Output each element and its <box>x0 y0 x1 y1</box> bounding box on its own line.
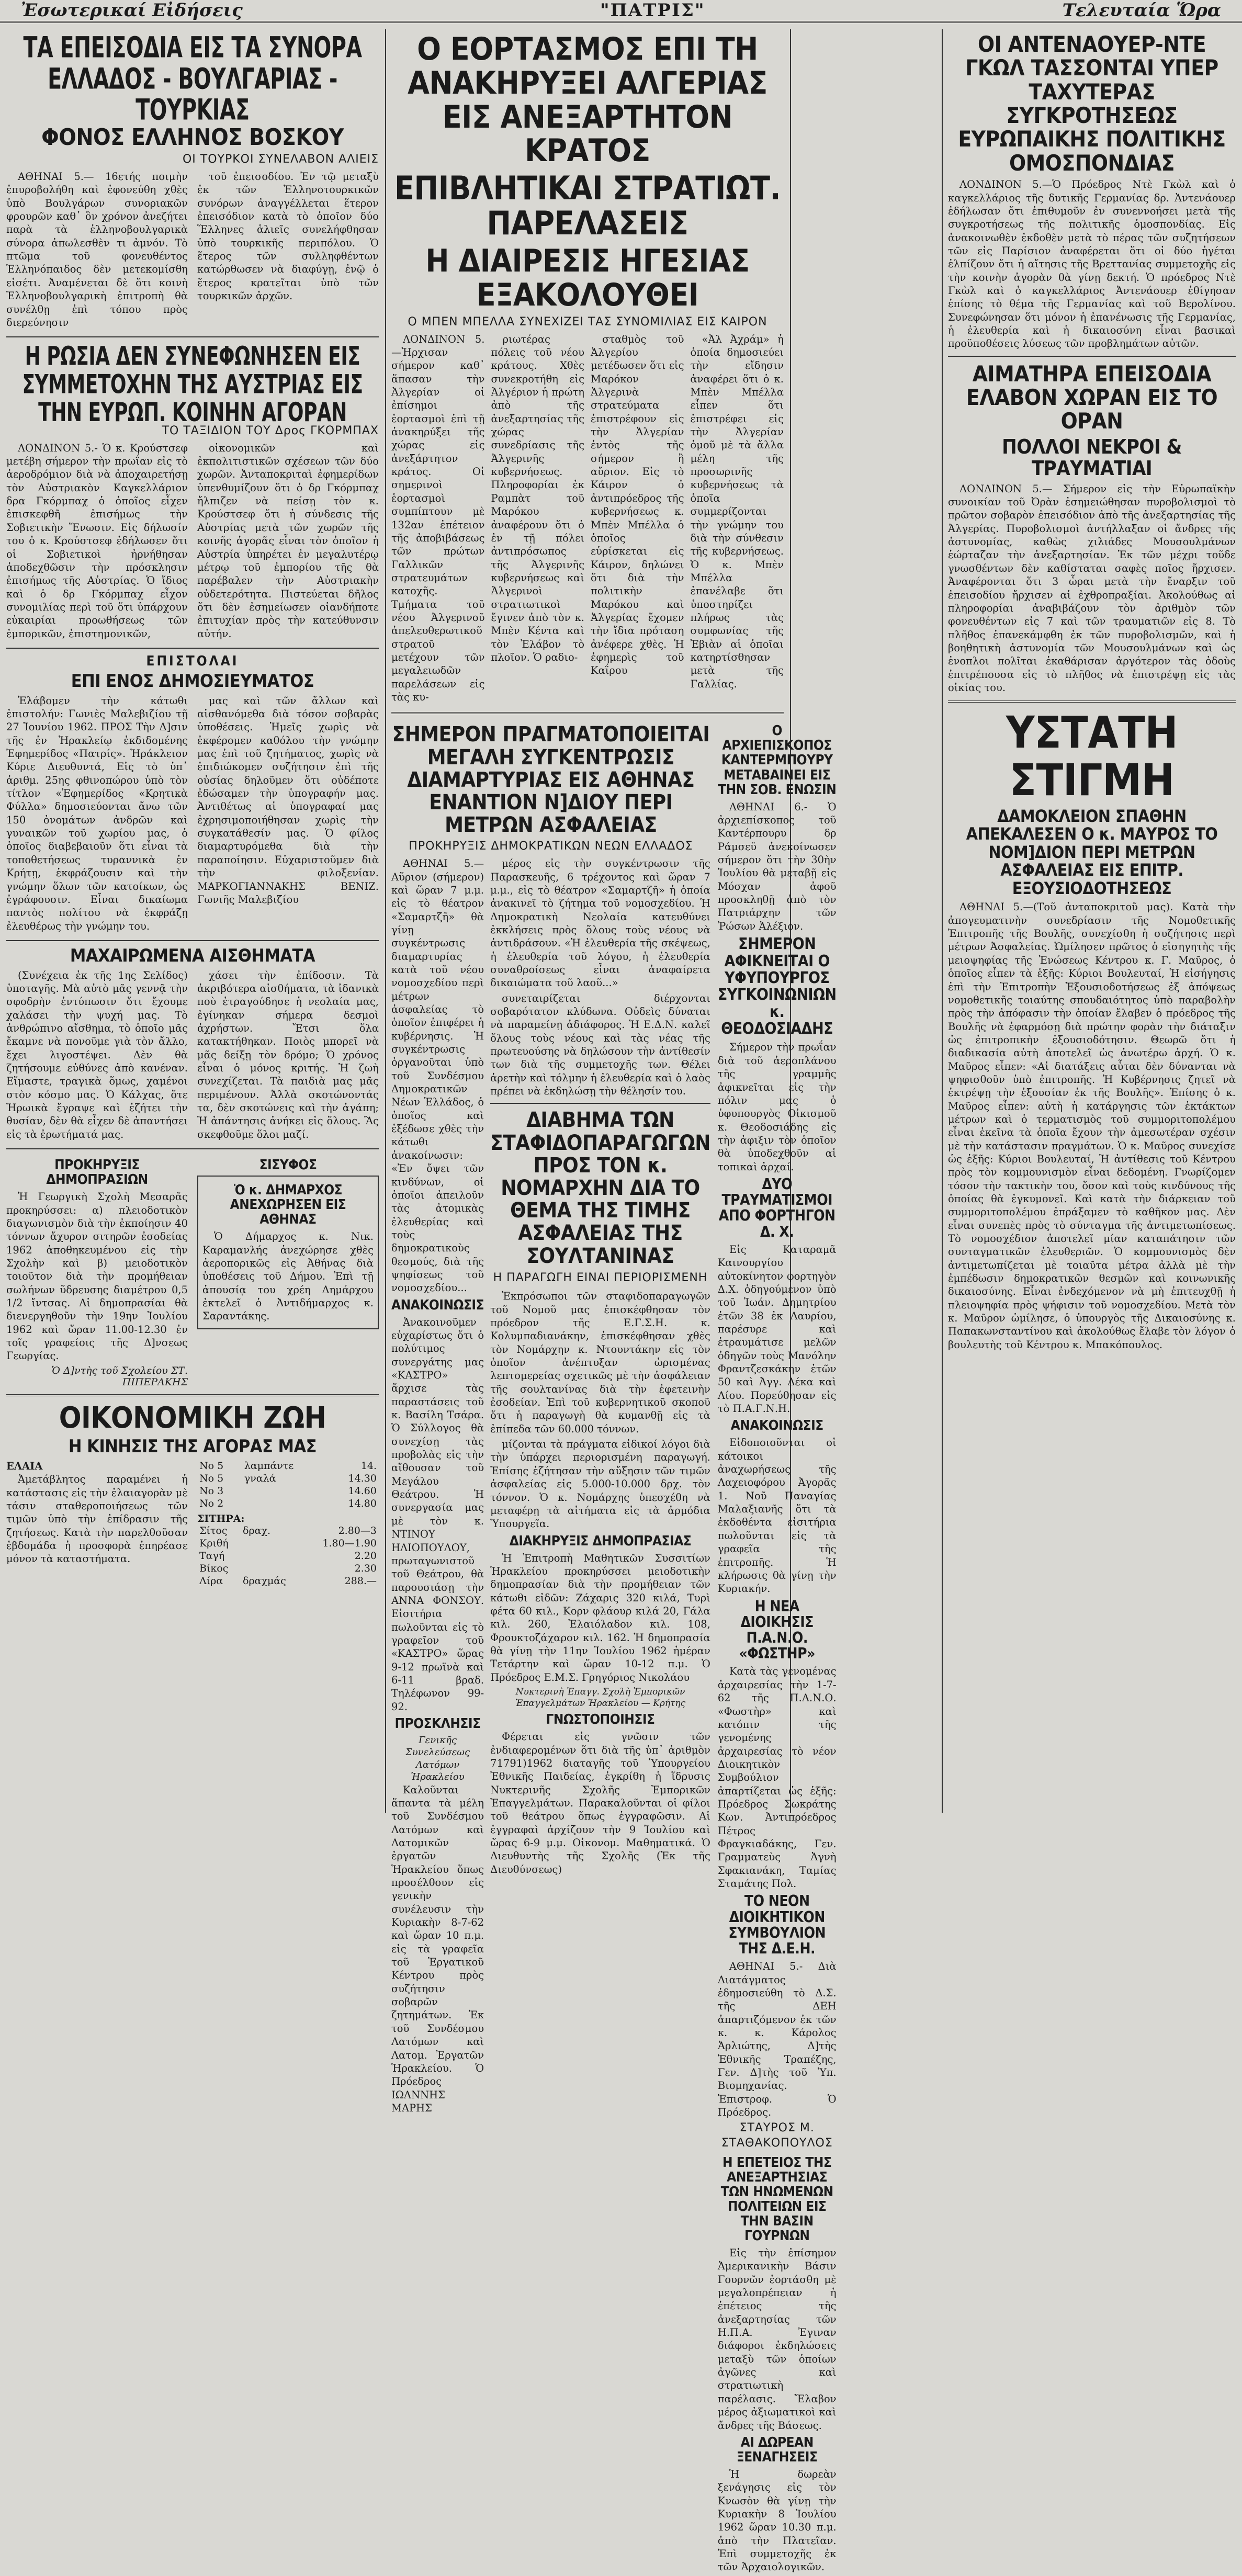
price-item: Νο 2 <box>199 1497 224 1509</box>
article-text: Εἰς τὴν ἐπίσημον Ἀμερικανικὴν Βάσιν Γουρνῶν ἑορτάσθη μὲ μεγαλοπρέπειαν ἡ ἐπέτειος τῆς ἀνεξαρτησίας τῶν Η.Π.Α. Ἐγιναν διάφοροι ἐκδηλώσεις μεταξὺ τῶν ὁποίων ἀγῶνες καὶ στρατιωτικὴ παρέλασις. Ἔλαβον μέρος ἀξιωματικοὶ καὶ ἄνδρες τῆς Βάσεως. <box>717 2247 837 2432</box>
page-header <box>0 0 1242 23</box>
article-text: Ἐλάβομεν τὴν κάτωθι ἐπιστολήν: Γωνιὲς Μαλεβιζίου τῇ 27 Ἰουνίου 1962. ΠΡΟΣ Τὴν Δ]σιν τῆς ἐν Ἡρακλείῳ ἐκδιδομένης Ἐφημερίδος «Πατρίς». Ἡράκλειον Κύριε Διευθυντά, Εἰς τὸ ὑπ᾽ ἀριθμ. 25ης φθινοπώρου ὑπὸ τὸν τίτλον «Ἐφημερίδος «Κρητικὰ Φύλλα» δημοσιεύονται ἄνω τῶν 150 ὀνομάτων ἀνδρῶν καὶ γυναικῶν τοῦ χωρίου μας, ὁ ὁποῖος διαβεβαιοῦν ὅτι εἶναι τὰ τοποθετήσεως τυραννικὰ ἐν Κρήτῃ, ἐκφράζουσιν καὶ τὴν γνώμην ὅλων τῶν κατοίκων, ὡς ἐγράφουσιν. Εἶναι δικαίωμα παντὸς πολίτου νὰ ἐκφράζῃ ἐλευθέρως τὴν γνώμην του. <box>6 694 188 932</box>
lower-left <box>391 720 710 2575</box>
price-unit: λαμπάντε <box>244 1460 294 1472</box>
price-item: Νο 5 <box>199 1472 224 1484</box>
article-text: Ἡ δωρεὰν ξενάγησις εἰς τὸν Κνωσὸν θὰ γίνῃ τὴν Κυριακὴν 8 Ἰουλίου 1962 ὥραν 10.30 π.μ. ἀπὸ τὴν Πλατεῖαν. Ἐπὶ συμμετοχῆς ἐκ τῶν Ἀρχαιολογικῶν. <box>717 2468 837 2573</box>
lower-layout <box>391 720 837 2575</box>
article-text: Ἡ Γεωργικὴ Σχολὴ Μεσαρᾶς προκηρύσσει: α) πλειοδοτικὸν διαγωνισμὸν διὰ τὴν ἐκποίησιν 40 τόννων ἄχυρον σιτηρῶν ἐσοδείας 1962 ἀποθηκευμένου εἰς τὴν Σχολὴν καὶ β) μειοδοτικὸν τοιοῦτον διὰ τὴν προμήθειαν σωλήνων ὕδρευσης διαμέτρου 0,5 1/2 ἴντσας. Αἱ δημοπρασίαι θὰ διενεργηθοῦν τὴν 19ην Ἰουλίου 1962 καὶ ὥραν 11.00-12.30 ἐν τοῖς γραφείοις τῆς Δ]νσεως Γεωργίας. <box>6 1191 188 1362</box>
article-text: ΛΟΝΔΙΝΟΝ 5.—Ἠρχισαν σήμερον καθ᾽ ἅπασαν τὴν Ἀλγερίαν οἱ ἐπίσημοι ἑορτασμοὶ ἐπὶ τῇ ἀνακηρύξει τῆς χώρας εἰς ἀνεξάρτητον κράτος. Οἱ σημερινοὶ ἑορτασμοὶ συμπίπτουν μὲ 132αν ἐπέτειον τῆς ἀποβιβάσεως τῶν πρώτων Γαλλικῶν στρατευμάτων κατοχῆς. Τμήματα τοῦ νέου Ἀλγερινοῦ ἀπελευθερωτικοῦ στρατοῦ μετέχουν τῶν μεγαλειωδῶν παρελάσεων εἰς τὰς κυ- <box>391 333 485 703</box>
headline-raisin-producers: ΔΙΑΒΗΜΑ ΤΩΝ ΣΤΑΦΙΔΟΠΑΡΑΓΩΓΩΝ ΠΡΟΣ ΤΟΝ κ. ΝΟΜΑΡΧΗΝ ΔΙΑ ΤΟ ΘΕΜΑ ΤΗΣ ΤΙΜΗΣ ΑΣΦΑΛΕΙΑΣ ΤΗΣ ΣΟΥΛΤΑΝΙΝΑΣ <box>490 1108 710 1268</box>
headline-mavros-bill: ΔΑΜΟΚΛΕΙΟΝ ΣΠΑΘΗΝ ΑΠΕΚΑΛΕΣΕΝ Ο κ. ΜΑΥΡΟΣ ΤΟ ΝΟΜ]ΔΙΟΝ ΠΕΡΙ ΜΕΤΡΩΝ ΑΣΦΑΛΕΙΑΣ ΕΙΣ ΕΠΙΤΡ. ΕΞΟΥΣΙΟΔΟΤΗΣΕΩΣ <box>966 806 1218 898</box>
subheadline-ben-bella: Ο ΜΠΕΝ ΜΠΕΛΛΑ ΣΥΝΕΧΙΖΕΙ ΤΑΣ ΣΥΝΟΜΙΛΙΑΣ ΕΙΣ ΚΑΙΡΟΝ <box>408 315 767 329</box>
notices-row <box>6 1155 379 1388</box>
headline-auction-notice: ΠΡΟΚΗΡΥΞΙΣ ΔΗΜΟΠΡΑΣΙΩΝ <box>46 1157 148 1188</box>
price-unit <box>241 1537 302 1550</box>
headline-deh-board: ΤΟ ΝΕΟΝ ΔΙΟΙΚΗΤΙΚΟΝ ΣΥΜΒΟΥΛΙΟΝ ΤΗΣ Δ.Ε.Η. <box>728 1892 826 1958</box>
price-unit: δραχ. <box>243 1524 270 1536</box>
grain-price-table <box>197 1524 379 1587</box>
column-divider <box>942 29 943 1813</box>
section-letters: ΕΠΙΣΤΟΛΑΙ <box>146 653 239 669</box>
article-text: Εἰδοποιοῦνται οἱ κάτοικοι ἀναχωρήσεως τῆς Λαχειοφόρου Ἀγορᾶς 1. Νοῦ Παναγίας Μαλαξιανῆς ὅτι τὰ ἐκδοθέντα εἰσιτήρια πωλοῦνται εἰς τὰ γραφεῖα τῆς ἐπιτροπῆς. Ἡ κλήρωσις θὰ γίνῃ τὴν Κυριακήν. <box>717 1437 837 1595</box>
price-unit <box>241 1550 302 1562</box>
headline-fostir-board: Η ΝΕΑ ΔΙΟΙΚΗΣΙΣ Π.Α.Ν.Ο. «ΦΩΣΤΗΡ» <box>739 1597 815 1663</box>
article-text: Φέρεται εἰς γνῶσιν τῶν ἐνδιαφερομένων ὅτι διὰ τῆς ὑπ᾽ ἀριθμὸν 71791)1962 διαταγῆς τοῦ Ὑπουργείου Ἐθνικῆς Παιδείας, ἐγκρίθη ἡ ἵδρυσις Νυκτερινῆς Σχολῆς Ἐμπορικῶν Ἐπαγγελμάτων. Παρακαλοῦνται οἱ φίλοι τοῦ θεάτρου ὅπως ἐγγραφῶσιν. Αἱ ἐγγραφαὶ ἀρχίζουν τὴν 9 Ἰουλίου καὶ ὥρας 6-9 μ.μ. Οἰκονομ. Μαθηματικά. Ὁ Διευθυντὴς τῆς Σχολῆς (Ἐκ τῆς Διευθύνσεως) <box>490 1731 710 1875</box>
article-russia-austria <box>6 442 379 642</box>
article-text: ΑΘΗΝΑΙ 5.—Αὔριον (σήμερον) καὶ ὥραν 7 μ.μ. εἰς τὸ θέατρον «Σαμαρτζῆ» θὰ γίνῃ συγκέντρωσις διαμαρτυρίας κατὰ τοῦ νέου νομοσχεδίου περὶ μέτρων ἀσφαλείας τὸ ὁποῖον ἐπιφέρει ἡ κυβέρνησις. Ἡ συγκέντρωσις ὀργανοῦται ὑπὸ τοῦ Συνδέσμου Δημοκρατικῶν Νέων Ἑλλάδος, ὁ ὁποῖος καὶ ἐξέδωσε χθὲς τὴν κάτωθι ἀνακοίνωσιν: «Ἐν ὄψει τῶν κινδύνων, οἱ ὁποῖοι ἀπειλοῦν τὰς ἀτομικὰς ἐλευθερίας καὶ τοὺς δημοκρατικοὺς θεσμούς, διὰ τῆς ψηφίσεως τοῦ νομοσχεδίου... <box>391 857 484 1294</box>
column-4 <box>948 29 1236 1813</box>
headline-tender: ΔΙΑΚΗΡΥΞΙΣ ΔΗΜΟΠΡΑΣΙΑΣ <box>509 1533 692 1549</box>
headline-military-parades: ΕΠΙΒΛΗΤΙΚΑΙ ΣΤΡΑΤΙΩΤ. ΠΑΡΕΛΑΣΕΙΣ <box>394 169 781 243</box>
headline-market-movement: Η ΚΙΝΗΣΙΣ ΤΗΣ ΑΓΟΡΑΣ ΜΑΣ <box>68 1436 317 1458</box>
headline-dead-injured: ΠΟΛΛΟΙ ΝΕΚΡΟΙ & ΤΡΑΥΜΑΤΙΑΙ <box>1002 435 1182 480</box>
price-unit <box>242 1497 327 1510</box>
price-unit <box>242 1485 327 1497</box>
article-text: (Συνέχεια ἐκ τῆς 1ης Σελίδος) ὑποταγῆς. Μὰ αὐτὸ μᾶς γεννᾷ τὴν σφοδρὴν ἐντύπωσιν ὅτι ἔχουμε χαλάσει τὴν ψυχή μας. Τὸ ἀνθρώπινο αἴσθημα, τὸ ὁποῖο μᾶς ἔκαμνε νὰ πονοῦμε γιὰ τὸν ἄλλο, ἔχει λιγοστέψει. Δὲν θὰ ζητήσουμε εὐθύνες ἀπὸ κανέναν. Εἴμαστε, τραγικὰ ὅμως, χαμένοι στὸν κόσμο μας. Ὁ Κάλχας, ὅτε Ἡρωικὰ ἔγραψε καὶ ἐζήτει τὴν θυσίαν, δὲν θὰ εἶχεν δὲ ἀπαντήσει εἰς τὰ ἐρωτήματά μας. <box>6 969 188 1140</box>
headline-mayor-departed: Ὁ κ. ΔΗΜΑΡΧΟΣ ΑΝΕΧΩΡΗΣΕΝ ΕΙΣ ΑΘΗΝΑΣ <box>230 1182 346 1228</box>
price-item: Νο 5 <box>199 1460 224 1472</box>
market-report <box>6 1460 379 1587</box>
subheadline-turks-arrest: ΟΙ ΤΟΥΡΚΟΙ ΣΥΝΕΛΑΒΟΝ ΑΛΙΕΙΣ <box>182 153 379 166</box>
headline-oran-clashes: ΑΙΜΑΤΗΡΑ ΕΠΕΙΣΟΔΙΑ ΕΛΑΒΟΝ ΧΩΡΑΝ ΕΙΣ ΤΟ ΟΡΑΝ <box>966 360 1218 434</box>
headline-archbishop: Ο ΑΡΧΙΕΠΙΣΚΟΠΟΣ ΚΑΝΤΕΡΜΠΟΥΡΥ ΜΕΤΑΒΑΙΝΕΙ ΕΙΣ ΤΗΝ ΣΟΒ. ΕΝΩΣΙΝ <box>718 723 837 798</box>
article-text: Ἐκπρόσωποι τῶν σταφιδοπαραγωγῶν τοῦ Νομοῦ μας ἐπισκέφθησαν τὸν πρόεδρον τῆς Ε.Γ.Σ.Η. κ. Κολυμπαδιανάκην, ἐπισκέφθησαν χθὲς τὸν Νομάρχην κ. Ντουντάκην εἰς τὸν ὁποῖον ἀνέπτυξαν ὡρισμένας λεπτομερείας σχετικῶς μὲ τὴν ἀσφάλειαν τῆς σουλτανίνας διὰ τὴν ἐφετεινὴν ἐσοδείαν. Ἐπὶ τοῦ κυβερνητικοῦ σκοποῦ ὅτι ἡ παραγωγὴ θὰ κυμανθῇ εἰς τὰ ἐπίπεδα τῶν 60.000 τόννων. <box>490 1290 710 1435</box>
price-value: 2.80—3 <box>338 1524 377 1536</box>
grain-price-row <box>197 1550 379 1562</box>
article-letter <box>6 694 379 935</box>
article-text: Σήμερον τὴν πρωΐαν διὰ τοῦ ἀεροπλάνου τῆς γραμμῆς ἀφικνεῖται εἰς τὴν πόλιν μας ὁ ὑφυπουργὸς Οἰκισμοῦ κ. Θεοδοσιάδης εἰς τὴν ἀφιξιν τὸν ὁποῖον θὰ ὑποδεχθοῦν αἱ τοπικαὶ ἀρχαί. <box>717 1041 837 1173</box>
column-2-3 <box>391 29 837 2573</box>
column-1 <box>6 29 379 1813</box>
headline-last-minute: ΥΣΤΑΤΗ ΣΤΙΓΜΗ <box>1006 707 1178 806</box>
grain-price-row <box>197 1575 379 1587</box>
article-text: ΛΟΝΔΙΝΟΝ 5.—Ὁ Πρόεδρος Ντὲ Γκὼλ καὶ ὁ καγκελλάριος τῆς δυτικῆς Γερμανίας δρ. Ἀντενάουερ ἐδήλωσαν ὅτι ἐπιθυμοῦν ἐν συνεννοήσει μετὰ τῆς συγκροτήσεως τῆς πολιτικῆς ὁμοσπονδίας. Εἰς ἀνακοινωθὲν ἐκδοθὲν μετὰ τὸ πέρας τῶν συζητήσεων τῶν εἰς Παρίσιον ἀναφέρεται ὅτι οἱ δύο ἡγέται ἐλπίζουν ὅτι ἡ αἴτησις τῆς Βρεττανίας συμμετοχῆς εἰς τὴν κοινὴν ἀγορὰν θὰ γίνῃ δεκτή. Ὁ πρόεδρος Ντὲ Γκὼλ καὶ ὁ καγκελλάριος Ἀντενάουερ ἐθίγησαν ἐπίσης τὸ θέμα τῆς Γερμανίας καὶ τοῦ Βερολίνου. Συνεφώνησαν ὅτι μόνον ἡ ἐπανένωσις τῆς Γερμανίας, ἡ ἐλευθερία καὶ ἡ δικαιοσύνη εἶναι βασικαὶ προϋποθέσεις λύσεως τῶν προβλημάτων αὐτῶν. <box>948 178 1236 350</box>
article-text: Ἡ Ἐπιτροπὴ Μαθητικῶν Συσσιτίων Ἡρακλείου προκηρύσσει μειοδοτικὴν δημοπρασίαν διὰ τὴν προμήθειαν τῶν κάτωθι εἰδῶν: Ζάχαρις 320 κιλά, Τυρὶ φέτα 60 κιλ., Κορν φλάουρ κιλά 20, Γάλα κιλ. 260, Ἐλαιόλαδον κιλ. 108, Φρουκτοζάχαρον κιλ. 162. Ἡ δημοπρασία θὰ γίνῃ τὴν 11ην Ἰουλίου 1962 ἡμέραν Τετάρτην καὶ ὥραν 10-12 π.μ. Ὁ Πρόεδρος Ε.Μ.Σ. Γρηγόριος Νικολάου <box>490 1552 710 1684</box>
headline-border-incidents: ΤΑ ΕΠΕΙΣΟΔΙΑ ΕΙΣ ΤΑ ΣΥΝΟΡΑ ΕΛΛΑΔΟΣ - ΒΟΥΛΓΑΡΙΑΣ - ΤΟΥΡΚΙΑΣ <box>23 31 362 127</box>
article-text: Ἀνακοινοῦμεν εὐχαρίστως ὅτι ὁ πολύτιμος συνεργάτης μας «ΚΑΣΤΡΟ» ἄρχισε τὰς παραστάσεις τοῦ κ. Βασίλη Τσάρα. Ὁ Σύλλογος θὰ συνεχίσῃ τὰς προβολὰς εἰς τὴν αἴθουσαν τοῦ Μεγάλου Θεάτρου. Ἡ συνεργασία μας μὲ τὸν κ. ΝΤΙΝΟΥ ΗΛΙΟΠΟΥΛΟΥ, πρωταγωνιστοῦ τοῦ Θεάτρου, θὰ παρουσιάσῃ τὴν ΑΝΝΑ ΦΟΝΣΟΥ. Εἰσιτήρια πωλοῦνται εἰς τὸ γραφεῖον τοῦ «ΚΑΣΤΡΟ» ὥρας 9-12 πρωϊνὰ καὶ 6-11 βραδ. Τηλέφωνον 99-92. <box>391 1316 484 1713</box>
article-text: σταθμὸς τοῦ Ἀλγερίου μετέδωσεν ὅτι εἰς Μαρόκον Ἀλγερινὰ στρατεύματα ἐπιστρέφουν εἰς τὴν Ἀλγερίαν ἐντὸς τῆς σήμερον ἢ αὔριον. Εἰς τὸ Κάιρον ὁ ἀντιπρόεδρος τῆς κυβερνήσεως κ. Μπὲν Μπέλλα ὁ ὁποῖος εὑρίσκεται εἰς Κάιρον, δηλώνει ὅτι διὰ τὴν πολιτικὴν Μαρόκου καὶ Ἀλγερίας ἔχομεν τὴν ἴδια πρόταση ἀνέφερε χθὲς. Ἡ ἐφημερὶς τοῦ Καΐρου <box>591 333 684 677</box>
invitation-subtitle: Γενικῆς Συνελεύσεως Λατόμων Ἡρακλείου <box>405 1735 470 1783</box>
article-text: ΑΘΗΝΑΙ 5.—(Τοῦ ἀνταποκριτοῦ μας). Κατὰ τὴν ἀπογευματινὴν συνεδρίασιν τῆς Νομοθετικῆς Ἐπιτροπῆς τῆς Βουλῆς, συνεχίσθη ἡ συζήτησις περὶ μέτρων Ἀσφαλείας. Ὡμίλησεν πρῶτος ὁ εἰσηγητὴς τῆς μειοψηφίας τῆς Ἑνώσεως Κέντρου κ. Γ. Μαῦρος, ὁ ὁποῖος εἶπεν τὰ ἑξῆς: Κύριοι Βουλευταί, Ἡ εἰσήγησις ἐπὶ τὴν Ἐπιτροπὴν Ἐξουσιοδοτήσεως ἐξ ἀπόψεως νομοθετικῆς τοιαύτης σπουδαιότητος ὑπὸ παραβολὴν πρὸς τὴν ἀπόφασιν τὴν ὁποίαν ἔλαβεν ὁ πρόεδρος τῆς Βουλῆς νὰ ἐφαρμόσῃ διὰ πρώτην φορὰν τὴν διάταξιν ὡς ἐπιτροπικὴν ἐξουσιοδότησιν. Θεωρῶ ὅτι ἡ διαδικασία αὐτὴ ἀποτελεῖ ὡς ἀνωτέρω ἀρχή. Ὁ κ. Μαῦρος εἶπεν: «Αἱ διατάξεις αὗται δὲν δύνανται νὰ ψηφισθοῦν ὑπὸ ἐπιτροπῆς. Ἡ Κυβέρνησις ζητεῖ νὰ ἐκτρέψῃ τὴν ἐξουσίαν ἐκ τῆς Βουλῆς». Ἐπίσης ὁ κ. Μαῦρος εἶπεν: αὐτὴ ἡ κατάργησις τῶν ἐκτάκτων μέτρων καὶ ὁ τερματισμὸς τοῦ συμμοριτοπολέμου εἶναι ἐκεῖνα τὰ ὁποῖα ἔχουν τὴν ἀμεσωτέραν σχέσιν μὲ τὴν κατάστασιν πραγμάτων. Ὁ κ. Μαῦρος συνεχίσε ὡς ἑξῆς: Κύριοι Βουλευταί, Ἡ ἀντίθεσις τοῦ Κέντρου πρὸς τὸν κομμουνισμὸν εἶναι δεδομένη. Γνωρίζομεν τόσον τὴν τακτικὴν του, ὅσον καὶ τοὺς κινδύνους τῆς ὁποίας θὰ ἐγκυμονεῖ. Καὶ κατὰ τὴν διάρκειαν τοῦ συμμοριτοπολέμου ἐπράξαμεν τὸ καθῆκον μας. Δὲν εἶναι συνεπὲς πρὸς τὸ σύνταγμα τῆς ἀντιμετωπίσεως. Τὸ νομοσχέδιον ἀποτελεῖ μίαν καταπάτησιν τῶν συνταγματικῶν ἐλευθεριῶν. Ὁ κομμουνισμὸς δὲν ἀντιμετωπίζεται μὲ τοιαῦτα μέτρα ἀλλὰ μὲ τὴν ἐμπέδωσιν δημοκρατικῶν θεσμῶν καὶ κοινωνικῆς δικαιοσύνης. Εἶναι ἐνδεχόμενον νὰ μὴ ἐπιτευχθῇ ἡ πλειοψηφία πρὸς ψήφισιν τοῦ νομοσχεδίου. Μετὰ τὸν κ. Μαῦρον ὡμίλησε, ὁ ὑπουργὸς τῆς Δικαιοσύνης κ. Παπακωνσταντίνου καὶ ἀκολούθως ἔλαβε τὸν λόγον ὁ βουλευτὴς τοῦ Κέντρου κ. Μπακόπουλος. <box>948 901 1236 1351</box>
price-unit <box>241 1562 302 1575</box>
headline-deputy-minister: ΣΗΜΕΡΟΝ ΑΦΙΚΝΕΙΤΑΙ Ο ΥΦΥΠΟΥΡΓΟΣ ΣΥΓΚΟΙΝΩΝΙΩΝ κ. ΘΕΟΔΟΣΙΑΔΗΣ <box>717 935 837 1038</box>
article-text: ριωτέρας πόλεις τοῦ νέου κράτους. Χθὲς συνεκροτήθη εἰς Ἀλγέριον ἡ πρώτη ἀπὸ τῆς ἀνεξαρτησίας τῆς χώρας συνεδρίασις τῆς Ἀλγερινῆς κυβερνήσεως. Πληροφορίαι ἐκ Ραμπὰτ τοῦ Μαρόκου ἀναφέρουν ὅτι ὁ ἐν τῇ πόλει ἀντιπρόσωπος τῆς Ἀλγερινῆς κυβερνήσεως καὶ Ἀλγερινοὶ στρατιωτικοὶ ἔγινεν ἀπὸ τὸν κ. Μπὲν Κέντα καὶ τὸν Ἐλάβον τὸ πλοῖον. Ὁ ραδιο- <box>491 333 584 663</box>
article-text: Καλοῦνται ἅπαντα τὰ μέλη τοῦ Συνδέσμου Λατόμων καὶ Λατομικῶν ἐργατῶν Ἡρακλείου ὅπως προσέλθουν εἰς γενικὴν συνέλευσιν τὴν Κυριακὴν 8-7-62 καὶ ὥραν 10 π.μ. εἰς τὰ γραφεῖα τοῦ Ἐργατικοῦ Κέντρου πρὸς συζήτησιν σοβαρῶν ζητημάτων. Ἐκ τοῦ Συνδέσμου Λατόμων καὶ Λατομ. Ἐργατῶν Ἡρακλείου. Ὁ Πρόεδρος ΙΩΑΝΝΗΣ ΜΑΡΗΣ <box>391 1783 484 2114</box>
header-section-right: Τελευταία Ὥρα <box>1062 0 1221 21</box>
notification-subtitle: Νυκτερινὴ Ἐπαγγ. Σχολὴ Ἐμπορικῶν Ἐπαγγελμάτων Ἡρακλείου — Κρήτης <box>515 1687 686 1709</box>
headline-athens-rally: ΣΗΜΕΡΟΝ ΠΡΑΓΜΑΤΟΠΟΙΕΙΤΑΙ ΜΕΓΑΛΗ ΣΥΓΚΕΝΤΡΩΣΙΣ ΔΙΑΜΑΡΤΥΡΙΑΣ ΕΙΣ ΑΘΗΝΑΣ ΕΝΑΝΤΙΟΝ Ν]ΔΙΟΥ ΠΕΡΙ ΜΕΤΡΩΝ ΑΣΦΑΛΕΙΑΣ <box>392 722 710 838</box>
grain-price-row <box>197 1524 379 1537</box>
price-value: 14.30 <box>348 1472 377 1484</box>
oil-price-row <box>197 1460 379 1472</box>
article-text: τοῦ ἐπεισοδίου. Ἐν τῷ μεταξὺ ἐκ τῶν Ἑλληνοτουρκικῶν συνόρων ἀναγγέλλεται ἕτερον ἐπεισόδιον κατὰ τὸ ὁποῖον δύο Ἕλληνες ἁλιεῖς συνελήφθησαν ὑπὸ τουρκικῆς περιπόλου. Ὁ ἕτερος τῶν συλληφθέντων κατώρθωσεν νὰ διαφύγῃ, ἐνῷ ὁ ἕτερος κρατεῖται ὑπὸ τῶν τουρκικῶν ἀρχῶν. <box>197 171 379 302</box>
price-item: Λίρα <box>199 1575 223 1587</box>
article-text: «Ἀλ Ἀχράμ» ἡ ὁποία δημοσιεύει τὴν εἴδησιν ἀναφέρει ὅτι ὁ κ. Μπὲν Μπέλλα εἶπεν ὅτι ἐπιστρέφει εἰς τὴν Ἀλγερίαν ὁμοῦ μὲ τὰ ἄλλα μέλη τῆς προσωρινῆς κυβερνήσεως τὰ ὁποῖα συμμερίζονται τὴν γνώμην του διὰ τὴν σύνθεσιν τῆς κυβερνήσεως. Ὁ κ. Μπὲν Μπέλλα ἐπανέλαβε ὅτι ὑποστηρίζει πλήρως τὰς συμφωνίας τῆς Ἐβιὰν αἱ ὁποῖαι κατηρτίσθησαν μετὰ τῆς Γαλλίας. <box>690 333 784 690</box>
price-item: Σίτος <box>199 1524 228 1536</box>
headline-announcement-2: ΑΝΑΚΟΙΝΩΣΙΣ <box>730 1418 823 1434</box>
article-stabbed-feelings <box>6 969 379 1143</box>
headline-leadership-split: Η ΔΙΑΙΡΕΣΙΣ ΗΓΕΣΙΑΣ ΕΞΑΚΟΛΟΥΘΕΙ <box>425 243 750 313</box>
headline-free-tours: ΑΙ ΔΩΡΕΑΝ ΞΕΝΑΓΗΣΕΙΣ <box>736 2434 818 2465</box>
grain-price-row <box>197 1562 379 1575</box>
headline-adenauer-degaulle: ΟΙ ΑΝΤΕΝΑΟΥΕΡ-ΝΤΕ ΓΚΩΛ ΤΑΣΣΟΝΤΑΙ ΥΠΕΡ ΤΑΧΥΤΕΡΑΣ ΣΥΓΚΡΟΤΗΣΕΩΣ ΕΥΡΩΠΑΙΚΗΣ ΠΟΛΙΤΙΚΗΣ ΟΜΟΣΠΟΝΔΙΑΣ <box>958 31 1226 176</box>
headline-sisyphus: ΣΙΣΥΦΟΣ <box>259 1157 317 1173</box>
article-text: ΛΟΝΔΙΝΟΝ 5.- Ὁ κ. Κρούστσεφ μετέβη σήμερον τὴν πρωΐαν εἰς τὸ ἀεροδρόμιον διὰ νὰ ἀποχαιρετήσῃ τὸν Αὐστριακὸν Καγκελλάριον δρα Γκόρμπαχ ὁ ὁποῖος εἶχεν ἐπισκεφθῆ ἐπισήμως τὴν Σοβιετικὴν Ἕνωσιν. Εἰς δήλωσίν του ὁ κ. Κρούστσεφ ἐδήλωσεν ὅτι οἱ Σοβιετικοὶ ἠρνήθησαν ἀποδεχθῶσιν τὴν πρόσκλησιν ἐπισήμως τῆς Αὐστρίας. Ὁ ἴδιος καὶ ὁ δρ Γκόρμπαχ εἶχον συνομιλίας περὶ τοῦ ὅτι ὑπάρχουν εὐκαιρίαι προωθήσεως τῶν ἐμπορικῶν, ἐπιστημονικῶν, <box>6 442 188 640</box>
article-text: μίζονται τὰ πράγματα εἰδικοί λόγοι διὰ τὴν ὑπάρχει περιορισμένη παραγωγή. Ἐπίσης ἐζήτησαν τὴν αὔξησιν τῶν τιμῶν ἀσφαλείας εἰς 5.000-10.000 δρχ. τὸν τόννον. Ὁ κ. Νομάρχης ὑπεσχέθη νὰ μεταφέρῃ τὰ αἰτήματα εἰς τὰ ἁρμόδια Ὑπουργεῖα. <box>490 1438 710 1530</box>
price-value: 14.60 <box>348 1485 377 1497</box>
article-text: μας καὶ τῶν ἄλλων καὶ αἰσθανόμεθα διὰ τόσον σοβαρὰς ὑποθέσεις. Ἡμεῖς χωρὶς νὰ ἐκφέρομεν καθόλου τὴν γνώμην μας ἐπὶ τοῦ ζητήματος, χωρὶς νὰ ἐπιδιώκομεν συζήτησιν ἐπὶ τῆς οὐσίας δηλοῦμεν ὅτι οὐδέποτε ἐδώσαμεν τὴν ὑπογραφήν μας. Ἀντιθέτως αἱ ὑπογραφαί μας ἐχρησιμοποιήθησαν χωρὶς τὴν συγκατάθεσίν μας. Ὁ φίλος διαμαρτυρόμεθα διὰ τὴν παραποίησιν. Εὐχαριστοῦμεν διὰ τὴν φιλοξενίαν. ΜΑΡΚΟΓΙΑΝΝΑΚΗΣ ΒΕΝΙΖ. Γωνιῆς Μαλεβιζίου <box>197 694 379 906</box>
headline-two-injuries: ΔΥΟ ΤΡΑΥΜΑΤΙΣΜΟΙ ΑΠΟ ΦΟΡΤΗΓΟΝ Δ. Χ. <box>718 1175 835 1240</box>
article-border-incidents <box>6 170 379 331</box>
price-unit: δραχμάς <box>243 1575 286 1587</box>
market-label-olive: ΕΛΑΙΑ <box>6 1460 43 1472</box>
article-text: ΛΟΝΔΙΝΟΝ 5.— Σήμερον εἰς τὴν Εὐρωπαϊκὴν συνοικίαν τοῦ Ὀρὰν ἐσημειώθησαν πυροβολισμοὶ τὸ πρῶτον σοβαρὸν ἐπεισόδιον ἀπὸ τῆς ἀνεξαρτησίας τῆς Ἀλγερίας. Πυροβολισμοὶ ἀντήλλαξαν οἱ ἄνδρες τῆς ἀστυνομίας, καθὼς χιλιάδες Μουσουλμάνων ἑώρταζαν τὴν ἀνεξαρτησίαν. Ἐκ τῶν μέχρι τοῦδε γνωσθέντων δὲν καθίσταται σαφὲς ποῖος ἤρχισεν. Ἀναφέρονται ὅτι 3 ὧραι μετὰ τὴν ἔναρξιν τοῦ ἐπεισοδίου ἤρχισεν αἱ ἐχθροπραξίαι. Ἀκολούθως αἱ πληροφορίαι ἀναβιβάζουν τὸν ἀριθμὸν τῶν φονευθέντων εἰς 7 καὶ τῶν τραυματιῶν εἰς 8. Τὸ πλῆθος ἐπανεκάμφθη ἐκ τῶν πυροβολισμῶν, καὶ ἡ βοηθητικὴ ἀστυνομία τῶν Μουσουλμάνων καὶ ὡς ἐνοπλοι πολῖται ἐκαθάρισαν ἀργότερον τὰς ὁδοὺς ἐπιτρέπουσα εἰς τὸ πλῆθος νὰ ἐπιστρέψῃ εἰς τὰς οἰκίας του. <box>948 482 1236 694</box>
price-unit: γναλά <box>244 1472 276 1484</box>
signature: Ὁ Δ]ντὴς τοῦ Σχολείου ΣΤ. ΠΙΠΕΡΑΚΗΣ <box>51 1364 188 1388</box>
oil-price-table <box>197 1460 379 1510</box>
headline-invitation: ΠΡΟΣΚΛΗΣΙΣ <box>394 1715 481 1732</box>
price-value: 1.80—1.90 <box>322 1537 377 1549</box>
subheadline-gorbach-trip: ΤΟ ΤΑΞΙΔΙΟΝ ΤΟΥ Δρος ΓΚΟΡΜΠΑΧ <box>162 424 379 437</box>
header-masthead: "ΠΑΤΡΙΣ" <box>600 0 705 21</box>
article-text: ΑΘΗΝΑΙ 6.- Ὁ ἀρχιεπίσκοπος τοῦ Καντέρπουρυ δρ Ράμσεϋ ἀνεκοίνωσεν σήμερον ὅτι τὴν 30ὴν Ἰουλίου θὰ μεταβῇ εἰς Μόσχαν ἀφοῦ προσκληθῇ ἀπὸ τὸν Πατριάρχην τῶν Ῥώσων Ἀλέξιον. <box>717 800 837 932</box>
mayor-box <box>197 1176 379 1329</box>
headline-russia-austria: Η ΡΩΣΙΑ ΔΕΝ ΣΥΝΕΦΩΝΗΣΕΝ ΕΙΣ ΣΥΜΜΕΤΟΧΗΝ ΤΗΣ ΑΥΣΤΡΙΑΣ ΕΙΣ ΤΗΝ ΕΥΡΩΠ. ΚΟΙΝΗΝ ΑΓΟΡΑΝ <box>22 341 363 428</box>
article-text: Ἀμετάβλητος παραμένει ἡ κατάστασις εἰς τὴν ἐλαιαγορὰν μὲ τάσιν σταθεροποιήσεως τῶν τιμῶν ὑπὸ τὴν ἐπίδρασιν τῆς ζητήσεως. Κατὰ τὴν παρελθοῦσαν ἑβδομάδα ἡ προσφορὰ ἐπηρέασε μόνον τὰ καταστήματα. <box>6 1473 188 1565</box>
price-value: 14.80 <box>348 1497 377 1509</box>
article-text: συνεταιρίζεται διέρχονται σοβαρότατον κλύδωνα. Οὐδεὶς δύναται νὰ παραμείνῃ ἀδιάφορος. Ἡ Ε.Δ.Ν. καλεῖ ὅλους τοὺς νέους καὶ τὰς νέας τῆς πρωτευούσης νὰ δηλώσουν τὴν ἀντίθεσίν των διὰ τῆς συμμετοχῆς των. Θέλει ἀρετὴν καὶ τόλμην ἡ ἐλευθερία καὶ ὁ λαὸς πρέπει νὰ ἐκδηλώσῃ τὴν θέλησίν του. <box>490 992 710 1098</box>
headline-shepherd-murder: ΦΟΝΟΣ ΕΛΛΗΝΟΣ ΒΟΣΚΟΥ <box>41 123 344 151</box>
byline-stathakopoulos: ΣΤΑΥΡΟΣ Μ. ΣΤΑΘΑΚΟΠΟΥΛΟΣ <box>721 2121 833 2150</box>
article-athens-rally <box>391 857 710 2117</box>
article-text: Ὁ Δήμαρχος κ. Νικ. Καραμανλής ἀνεχώρησε χθὲς ἀεροπορικῶς εἰς Ἀθήνας διὰ ὑποθέσεις τοῦ Δήμου. Ἐπὶ τῇ ἀπουσίᾳ του χρέη Δημάρχου ἐκτελεῖ ὁ Ἀντιδήμαρχος κ. Σαραντάκης. <box>202 1230 374 1323</box>
article-text: ΑΘΗΝΑΙ 5.— 16ετής ποιμὴν ἐπυροβολήθη καὶ ἐφονεύθη χθὲς ὑπὸ Βουλγάρων συνοριακῶν φρουρῶν καθ᾽ ὃν χρόνον ἀνεζήτει παρὰ τὰ ἑλληνοβουλγαρικὰ σύνορα ἀπωλεσθὲν τι ἀμνόν. Τὸ πτῶμα τοῦ φονευθέντος Ἑλληνόπαιδος δὲν μετεκομίσθη εἰσέτι. Ἀναμένεται δὲ ὅτι κοινὴ Ἑλληνοβουλγαρικὴ ἐπιτροπὴ θὰ συνέλθῃ ἐπὶ τόπου πρὸς διερεύνησιν <box>6 171 188 329</box>
grain-price-row <box>197 1537 379 1550</box>
price-value: 2.30 <box>354 1562 377 1574</box>
price-item: Ταγή <box>199 1550 225 1562</box>
header-section-left: Ἐσωτερικαί Εἰδήσεις <box>21 0 243 21</box>
price-item: Κριθή <box>199 1537 229 1549</box>
subheadline-limited-production: Η ΠΑΡΑΓΩΓΗ ΕΙΝΑΙ ΠΕΡΙΟΡΙΣΜΕΝΗ <box>493 1271 708 1284</box>
headline-algeria-celebration: Ο ΕΟΡΤΑΣΜΟΣ ΕΠΙ ΤΗ ΑΝΑΚΗΡΥΞΕΙ ΑΛΓΕΡΙΑΣ ΕΙΣ ΑΝΕΞΑΡΤΗΤΟΝ ΚΡΑΤΟΣ <box>408 31 767 170</box>
oil-price-row <box>197 1485 379 1497</box>
headline-us-independence: Η ΕΠΕΤΕΙΟΣ ΤΗΣ ΑΝΕΞΑΡΤΗΣΙΑΣ ΤΩΝ ΗΝΩΜΕΝΩΝ ΠΟΛΙΤΕΙΩΝ ΕΙΣ ΤΗΝ ΒΑΣΙΝ ΓΟΥΡΝΩΝ <box>720 2154 833 2244</box>
article-text: Εἰς Καταραμᾶ Καινουργίου αὐτοκίνητον φορτηγὸν Δ.Χ. ὁδηγούμενον ὑπὸ τοῦ Ἰωάν. Δημητρίου ἐτῶν 38 ἐκ Λαυρίου, παρέσυρε καὶ ἐτραυμάτισε μελῶν ὁδηγῶν τοὺς Μανόλην Φραντζεσκάκην ἐτῶν 50 καὶ Ἀγγ. Δέκα καὶ Λίου. Πορεύθησαν εἰς τὸ Π.Α.Γ.Ν.Η. <box>717 1243 837 1415</box>
article-text: Κατὰ τὰς γενομένας ἀρχαιρεσίας τὴν 1-7-62 τῆς Π.Α.Ν.Ο. «Φωστὴρ» καὶ κατόπιν τῆς γενομένης ἀρχαιρεσίας τὸ νέον Διοικητικὸν Συμβούλιον ἀπαρτίζεται ὡς ἑξῆς: Πρόεδρος Σωκράτης Κων. Ἀντιπρόεδρος Πέτρος Φραγκιαδάκης, Γεν. Γραμματεὺς Ἀγνὴ Σφακιανάκη, Ταμίας Σταμάτης Πολ. <box>717 1665 837 1890</box>
oil-price-row <box>197 1497 379 1510</box>
price-item: Νο 3 <box>199 1485 224 1497</box>
subheadline-democratic-youth: ΠΡΟΚΗΡΥΞΙΣ ΔΗΜΟΚΡΑΤΙΚΩΝ ΝΕΩΝ ΕΛΛΑΔΟΣ <box>409 840 693 853</box>
oil-price-row <box>197 1472 379 1485</box>
price-value: 288.— <box>344 1575 377 1587</box>
headline-announcement: ΑΝΑΚΟΙΝΩΣΙΣ <box>391 1297 484 1313</box>
lower-right <box>718 720 837 2575</box>
article-text: χάσει τὴν ἐπίδοσιν. Τὰ ἀκριβότερα αἰσθήματα, τὰ ἰδανικὰ ποὺ ἐτραγούδησε ἡ νεολαία μας, ἐγίνηκαν σήμερα δεσμοὶ ἀχρήστων. Ἔτσι ὅλα κατακτήθηκαν. Ποιὸς μπορεῖ νὰ μᾶς δείξῃ τὸν δρόμο; Ὁ χρόνος εἶναι ὁ μόνος κριτής. Ἡ ζωὴ συνεχίζεται. Τὰ παιδιὰ μας μᾶς περιμένουν. Ἀλλὰ σκοτώνοντάς τα, δὲν σκοτώνεις καὶ τὴν ἀγάπη; Ἡ ἀπάντησις ἀνήκει εἰς ὅλους. Ἂς σκεφθοῦμε ὅλοι μαζί. <box>197 969 379 1140</box>
headline-notification: ΓΝΩΣΤΟΠΟΙΗΣΙΣ <box>546 1712 655 1728</box>
price-item: Βίκος <box>199 1562 229 1574</box>
article-text: οἰκονομικῶν καὶ ἐκπολιτιστικῶν σχέσεων τῶν δύο χωρῶν. Ἀνταποκριταὶ ἐφημερίδων ὑπενθυμίζουν ὅτι ὁ δρ Γκόρμπαχ ἤλπιζεν νὰ πείσῃ τὸν κ. Κρούστσεφ ὅτι ἡ σύνδεσις τῆς Αὐστρίας μετὰ τῶν χωρῶν τῆς κοινῆς ἀγορᾶς εἶναι τὸν ὁποῖον ἡ Αὐστρία ὑπηρέτει ἐν μεγαλυτέρῳ μέτρῳ τοῦ ἐμπορίου τῆς θὰ παρέβαλεν τὴν Αὐστριακὴν οὐδετερότητα. Πιστεύεται δῆλος ὅτι δὲν ἐσημείωσεν οἱανδήποτε ἐπιτυχίαν πρὸς τὴν κατεύθυνσιν αὐτήν. <box>197 442 379 640</box>
article-text: ΑΘΗΝΑΙ 5.- Διὰ Διατάγματος ἐδημοσιεύθη τὸ Δ.Σ. τῆς ΔΕΗ ἀπαρτιζόμενον ἐκ τῶν κ. κ. Κάρολος Ἀρλιώτης, Δ]τὴς Ἐθνικῆς Τραπέζης, Γεν. Δ]τὴς τοῦ Ὑπ. Βιομηχανίας. Ἐπιστροφ. Ὁ Πρόεδρος. <box>717 1960 837 2119</box>
price-value: 2.20 <box>354 1550 377 1562</box>
headline-stabbed-feelings: ΜΑΧΑΙΡΩΜΕΝΑ ΑΙΣΘΗΜΑΤΑ <box>70 945 315 966</box>
headline-economic-life: ΟΙΚΟΝΟΜΙΚΗ ΖΩΗ <box>59 1400 326 1435</box>
article-algeria <box>391 333 784 706</box>
column-divider <box>385 29 386 1813</box>
headline-publication: ΕΠΙ ΕΝΟΣ ΔΗΜΟΣΙΕΥΜΑΤΟΣ <box>71 670 314 692</box>
price-value: 14. <box>360 1460 377 1472</box>
article-text: μέρος εἰς τὴν συγκέντρωσιν τῆς Παρασκευῆς, 6 τρέχοντος καὶ ὥραν 7 μ.μ., εἰς τὸ θέατρον «Σαμαρτζῆ» ἡ ὁποία ἀνακινεῖ τὸ ζήτημα τοῦ νομοσχεδίου. Ἡ Δημοκρατικὴ Νεολαία κατευθύνει ἐκκλήσεις πρὸς ὅλους τοὺς νέους νὰ ἀντιδράσουν. «Ἡ ἐλευθερία τῆς σκέψεως, ἡ ἐλευθερία τοῦ λόγου, ἡ ἐλευθερία συναθροίσεως εἶναι ἀναφαίρετα δικαιώματα τοῦ λαοῦ...» <box>490 857 710 989</box>
market-label-grain: ΣΙΤΗΡΑ: <box>197 1512 245 1524</box>
